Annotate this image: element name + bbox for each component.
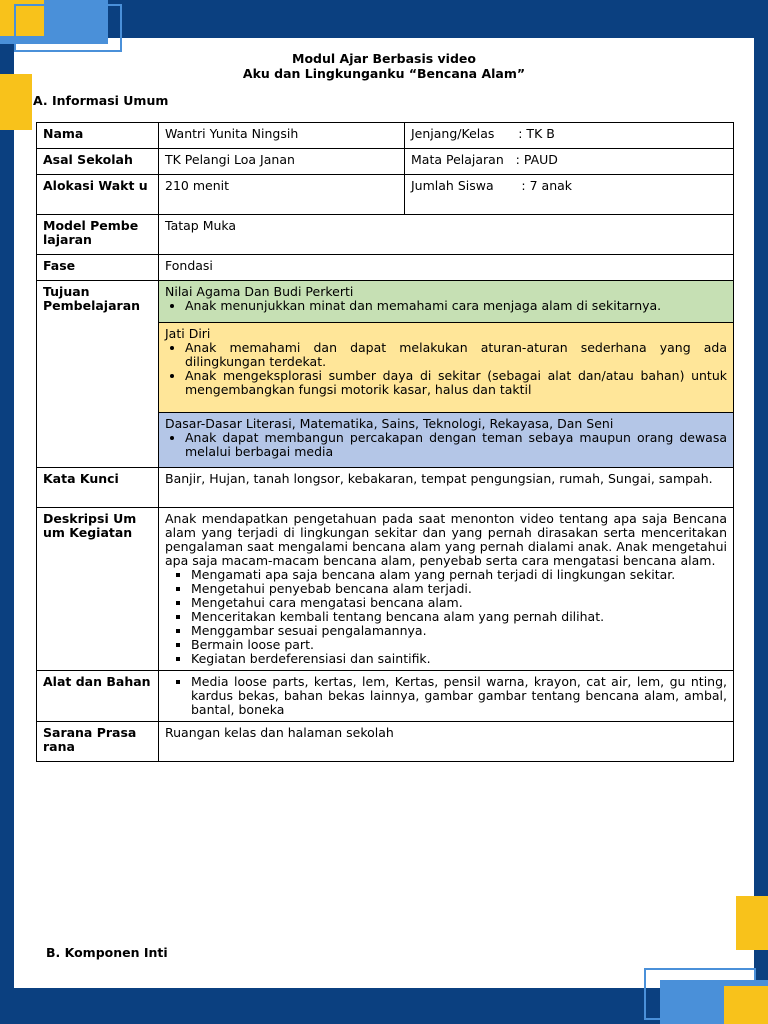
jumlah-siswa: Jumlah Siswa : 7 anak (405, 175, 734, 215)
kata-kunci-value: Banjir, Hujan, tanah longsor, kebakaran, tempat pengungsian, rumah, Sungai, sampah. (159, 468, 734, 508)
alokasi-waktu-label: Alokasi Wakt u (37, 175, 159, 215)
mata-pelajaran: Mata Pelajaran : PAUD (405, 149, 734, 175)
model-pembelajaran-label: Model Pembe lajaran (37, 215, 159, 255)
alat-bahan-label: Alat dan Bahan (37, 671, 159, 722)
corner-deco-yellow-bottom (724, 986, 768, 1024)
doc-title-line1: Modul Ajar Berbasis video (292, 51, 476, 66)
tujuan-group-heading: Dasar-Dasar Literasi, Matematika, Sains, Teknologi, Rekayasa, Dan Seni (165, 416, 614, 431)
list-item: ▪ Menceritakan kembali tentang bencana alam yang pernah dilihat. (191, 610, 727, 624)
list-item: ▪ Menggambar sesuai pengalamannya. (191, 624, 727, 638)
list-item: ▪ Kegiatan berdeferensiasi dan saintifik. (191, 652, 727, 666)
kata-kunci-label: Kata Kunci (37, 468, 159, 508)
asal-sekolah-value: TK Pelangi Loa Janan (159, 149, 405, 175)
deskripsi-label: Deskripsi Um um Kegiatan (37, 508, 159, 671)
deskripsi-intro: Anak mendapatkan pengetahuan pada saat menonton video tentang apa saja Bencana alam yang terjadi di lingkungan sekitar dan yang pernah dirasakan serta menceritakan pengalaman saat mengalami bencana alam yang pernah dialami anak. Anak mengetahui apa saja macam-macam bencana alam, penyebab serta cara mengatasi bencana alam. (165, 511, 727, 568)
asal-sekolah-label: Asal Sekolah (37, 149, 159, 175)
doc-title-line2: Aku dan Lingkunganku “Bencana Alam” (242, 66, 526, 81)
tujuan-group-heading: Nilai Agama Dan Budi Perkerti (165, 284, 354, 299)
tujuan-cell (159, 281, 734, 468)
info-table (36, 122, 734, 762)
list-item: • Anak memahami dan dapat melakukan aturan-aturan sederhana yang ada dilingkungan terdekat. (185, 341, 727, 369)
section-a-heading: A. Informasi Umum (33, 93, 169, 108)
alokasi-waktu-value: 210 menit (159, 175, 405, 215)
deskripsi-cell (159, 508, 734, 671)
corner-deco-outline-top (14, 4, 122, 52)
list-item: ▪ Mengetahui cara mengatasi bencana alam. (191, 596, 727, 610)
alat-bahan-cell (159, 671, 734, 722)
side-deco-yellow-right (736, 896, 768, 950)
fase-label: Fase (37, 255, 159, 281)
tujuan-group-jati-diri (159, 323, 733, 413)
tujuan-group-literasi (159, 413, 733, 467)
nama-value: Wantri Yunita Ningsih (159, 123, 405, 149)
list-item: • Anak menunjukkan minat dan memahami cara menjaga alam di sekitarnya. (185, 299, 727, 313)
list-item: ▪ Mengamati apa saja bencana alam yang pernah terjadi di lingkungan sekitar. (191, 568, 727, 582)
model-pembelajaran-value: Tatap Muka (159, 215, 734, 255)
nama-label: Nama (37, 123, 159, 149)
sarana-label: Sarana Prasa rana (37, 722, 159, 762)
list-item: ▪ Mengetahui penyebab bencana alam terjadi. (191, 582, 727, 596)
list-item: • Anak mengeksplorasi sumber daya di sekitar (sebagai alat dan/atau bahan) untuk mengembangkan fungsi motorik kasar, halus dan taktil (185, 369, 727, 397)
list-item: • Anak dapat membangun percakapan dengan teman sebaya maupun orang dewasa melalui berbagai media (185, 431, 727, 459)
fase-value: Fondasi (159, 255, 734, 281)
tujuan-group-nilai-agama (159, 281, 733, 323)
jenjang-kelas: Jenjang/Kelas : TK B (405, 123, 734, 149)
sarana-value: Ruangan kelas dan halaman sekolah (159, 722, 734, 762)
list-item: ▪ Bermain loose part. (191, 638, 727, 652)
side-deco-yellow-left (0, 74, 32, 130)
tujuan-label: Tujuan Pembelajaran (37, 281, 159, 468)
section-b-heading: B. Komponen Inti (46, 945, 168, 960)
tujuan-group-heading: Jati Diri (165, 326, 211, 341)
list-item: ▪ Media loose parts, kertas, lem, Kertas, pensil warna, krayon, cat air, lem, gu nting, kardus bekas, bahan bekas lainnya, gambar gambar tentang bencana alam, ambal, bantal, boneka (191, 675, 727, 717)
